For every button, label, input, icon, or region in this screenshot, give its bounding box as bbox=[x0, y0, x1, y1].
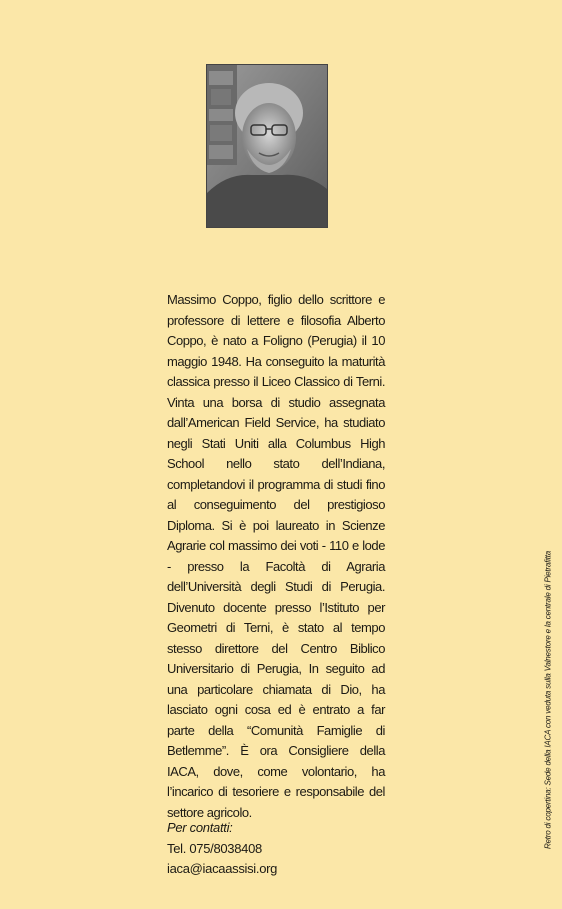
author-biography: Massimo Coppo, figlio dello scrittore e professore di lettere e filosofia Alberto Coppo, è nato a Foligno (Perugia) il 10 maggio 1948. Ha conseguito la maturità classica presso il Liceo Classico di Terni. Vinta una borsa di studio assegnata dall’American Field Service, ha studiato negli Stati Uniti alla Columbus High School nello stato dell’Indiana, completandovi il programma di studi fino al conseguimento del prestigioso Diploma. Si è poi laureato in Scienze Agrarie col massimo dei voti - 110 e lode - presso la Facoltà di Agraria dell’Università degli Studi di Perugia. Divenuto docente presso l’Istituto per Geometri di Terni, è stato al tempo stesso direttore del Centro Biblico Universitario di Perugia, In seguito ad una particolare chiamata di Dio, ha lasciato ogni cosa ed è entrato a far parte della “Comunità Famiglie di Betlemme”. È ora Consigliere della IACA, dove, come volontario, ha l’incarico di tesoriere e responsabile del settore agricolo. bbox=[167, 292, 385, 820]
contacts-heading: Per contatti: bbox=[167, 820, 233, 835]
contact-email: iaca@iacaassisi.org bbox=[167, 861, 278, 876]
cover-caption: Retro di copertina: Sede della IACA con veduta sulla Valnestore e la centrale di Pietrafitta bbox=[543, 550, 553, 850]
contact-phone: Tel. 075/8038408 bbox=[167, 840, 262, 856]
contacts-block bbox=[167, 818, 277, 880]
author-photo bbox=[206, 64, 328, 228]
